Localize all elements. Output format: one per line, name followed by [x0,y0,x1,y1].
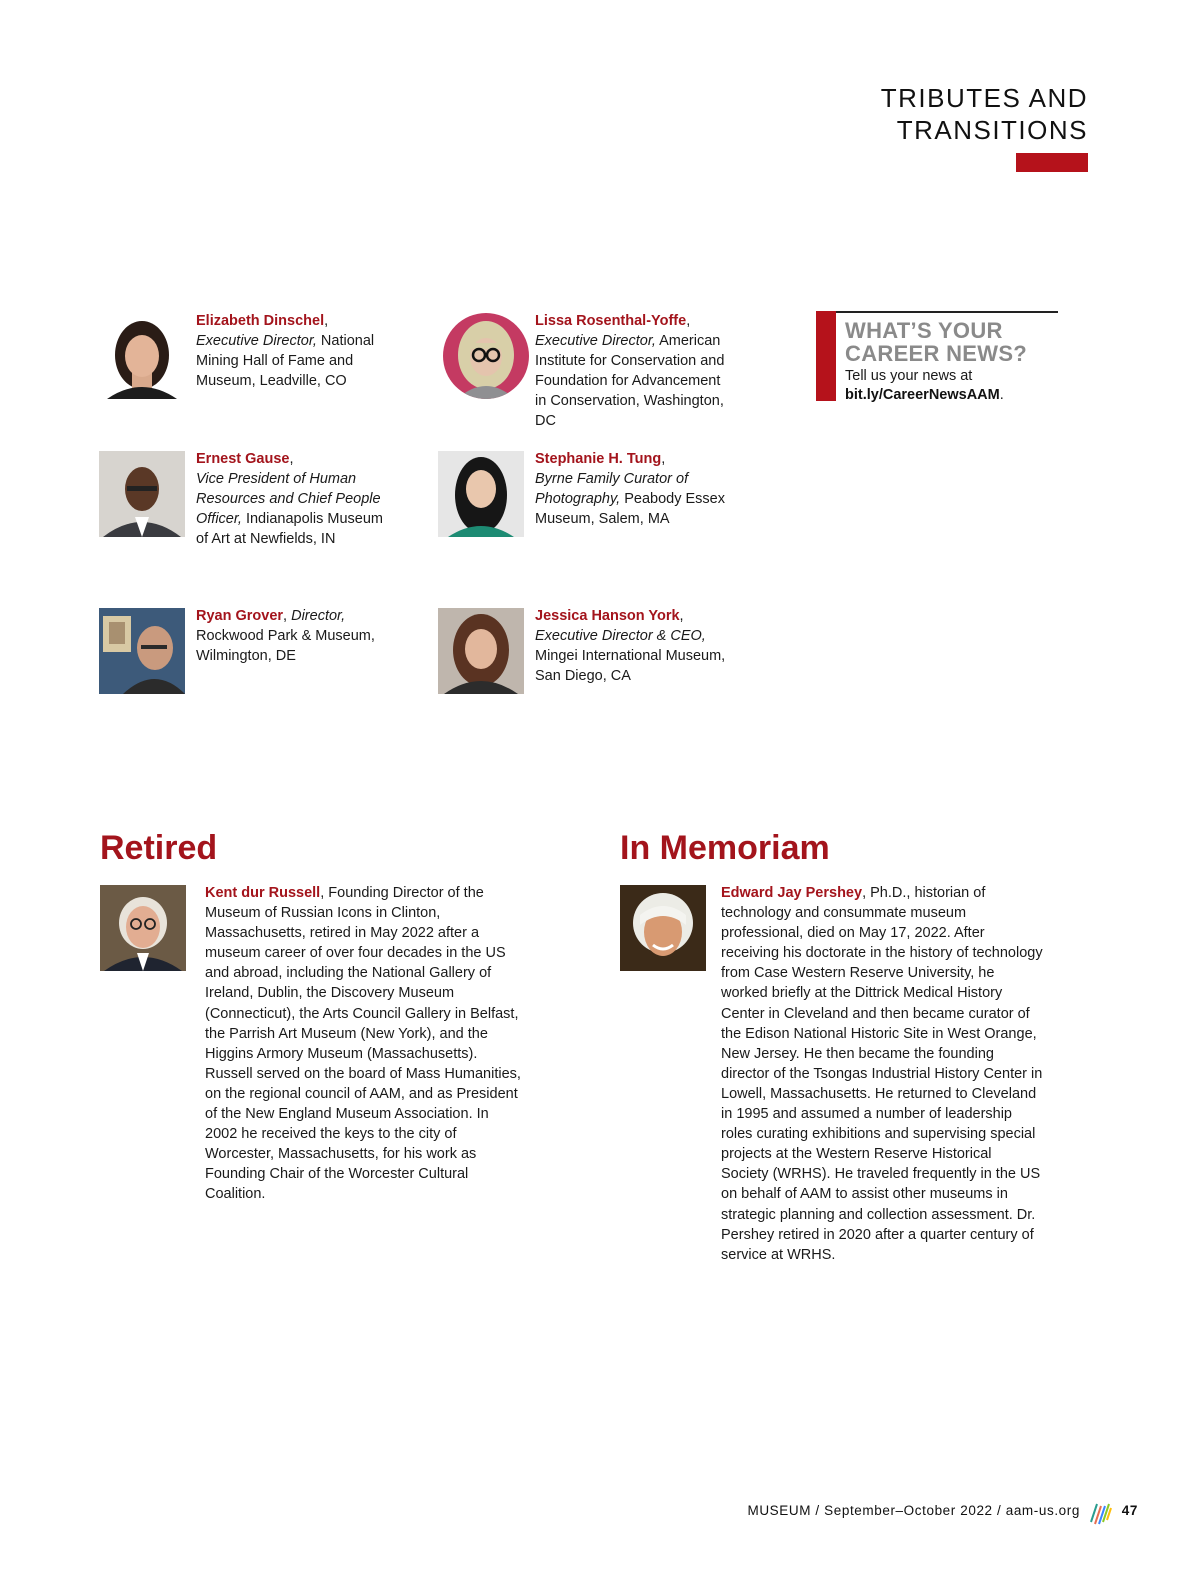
career-news-box [816,311,1058,401]
person-title: Executive Director & CEO, [535,628,706,644]
section-title-line1: TRIBUTES AND [880,83,1088,113]
memoriam-person-name: Edward Jay Pershey [721,885,863,901]
career-news-heading-line2: CAREER NEWS? [845,341,1028,366]
retired-person-name: Kent dur Russell [205,885,321,901]
person-title: Director, [291,608,346,624]
aam-logo-icon [1088,1500,1112,1526]
person-org: National Mining Hall of Fame and Museum, Leadville, CO [196,333,375,389]
person-title: Byrne Family Curator of Photography, [535,471,689,507]
name-separator: , [283,608,292,624]
name-separator: , [324,313,329,329]
person-text [535,606,735,686]
person-org: Peabody Essex Museum, Salem, MA [535,491,725,527]
page-number: 47 [1121,1503,1138,1518]
person-name: Ryan Grover [196,608,284,624]
person-name: Ernest Gause [196,451,290,467]
person-text [196,311,396,391]
news-accent-bar [816,311,836,401]
career-news-prompt: Tell us your news at [845,368,973,384]
person-text [196,606,396,666]
portrait-photo [620,885,706,971]
news-top-rule [836,311,1058,313]
person-org: Mingei International Museum, San Diego, CA [535,648,726,684]
person-name: Jessica Hanson York [535,608,680,624]
section-title-line2: TRANSITIONS [896,115,1088,145]
person-title: Executive Director, [535,333,656,349]
retired-article [205,883,523,1205]
memoriam-heading: In Memoriam [620,829,830,867]
title-accent-bar [1016,153,1088,172]
portrait-photo [100,885,186,971]
portrait-photo [443,313,529,399]
memoriam-text: , Ph.D., historian of technology and consummate museum professional, died on May 17, 2022. After receiving his doctorate in the history of technology from Case Western Reserve University, he worked briefly at the Dittrick Medical History Center in Cleveland and then became curator of the Edison National Historic Site in West Orange, New Jersey. He then became the founding director of the Tsongas Industrial History Center in Lowell, Massachusetts. He returned to Cleveland in 1995 and assumed a number of leadership roles curating exhibitions and supervising special projects at the Western Reserve Historical Society (WRHS). He traveled frequently in the US on behalf of AAM to assist other museums in strategic planning and collection assessment. Dr. Pershey retired in 2020 after a quarter century of service at WRHS. [721,885,1043,1263]
portrait-photo [438,608,524,694]
person-name: Stephanie H. Tung [535,451,662,467]
career-news-heading [845,319,1027,365]
name-separator: , [661,451,666,467]
person-org: Indianapolis Museum of Art at Newfields, IN [196,511,383,547]
person-title: Vice President of Human Resources and Chief People Officer, [196,471,381,527]
name-separator: , [679,608,684,624]
portrait-photo [438,451,524,537]
person-text [535,311,735,431]
person-text [535,449,735,529]
footer-text: MUSEUM / September–October 2022 / aam-us.org [747,1503,1080,1518]
name-separator: , [686,313,691,329]
career-news-body [845,367,1004,405]
retired-heading: Retired [100,829,218,867]
career-news-link[interactable]: bit.ly/CareerNewsAAM [845,387,1000,403]
career-news-heading-line1: WHAT’S YOUR [845,318,1003,343]
retired-text: , Founding Director of the Museum of Russian Icons in Clinton, Massachusetts, retired in May 2022 after a museum career of over four decades in the US and abroad, including the National Gallery of Ireland, Dublin, the Discovery Museum (Connecticut), the Arts Council Gallery in Belfast, the Parrish Art Museum (New York), and the Higgins Armory Museum (Massachusetts). Russell served on the board of Mass Humanities, on the regional council of AAM, and as President of the New England Museum Association. In 2002 he received the keys to the city of Worcester, Massachusetts, for his work as Founding Chair of the Worcester Cultural Coalition. [205,885,521,1203]
portrait-photo [99,313,185,399]
person-title: Executive Director, [196,333,317,349]
section-title [728,82,1088,146]
person-text [196,449,396,549]
person-org: Rockwood Park & Museum, Wilmington, DE [196,628,375,664]
person-org: American Institute for Conservation and Foundation for Advancement in Conservation, Washington, DC [535,333,725,429]
portrait-photo [99,451,185,537]
memoriam-article [721,883,1043,1265]
portrait-photo [99,608,185,694]
page-footer [718,1500,1138,1524]
name-separator: , [289,451,294,467]
person-name: Lissa Rosenthal-Yoffe [535,313,687,329]
career-news-period: . [999,387,1004,403]
person-name: Elizabeth Dinschel [196,313,325,329]
